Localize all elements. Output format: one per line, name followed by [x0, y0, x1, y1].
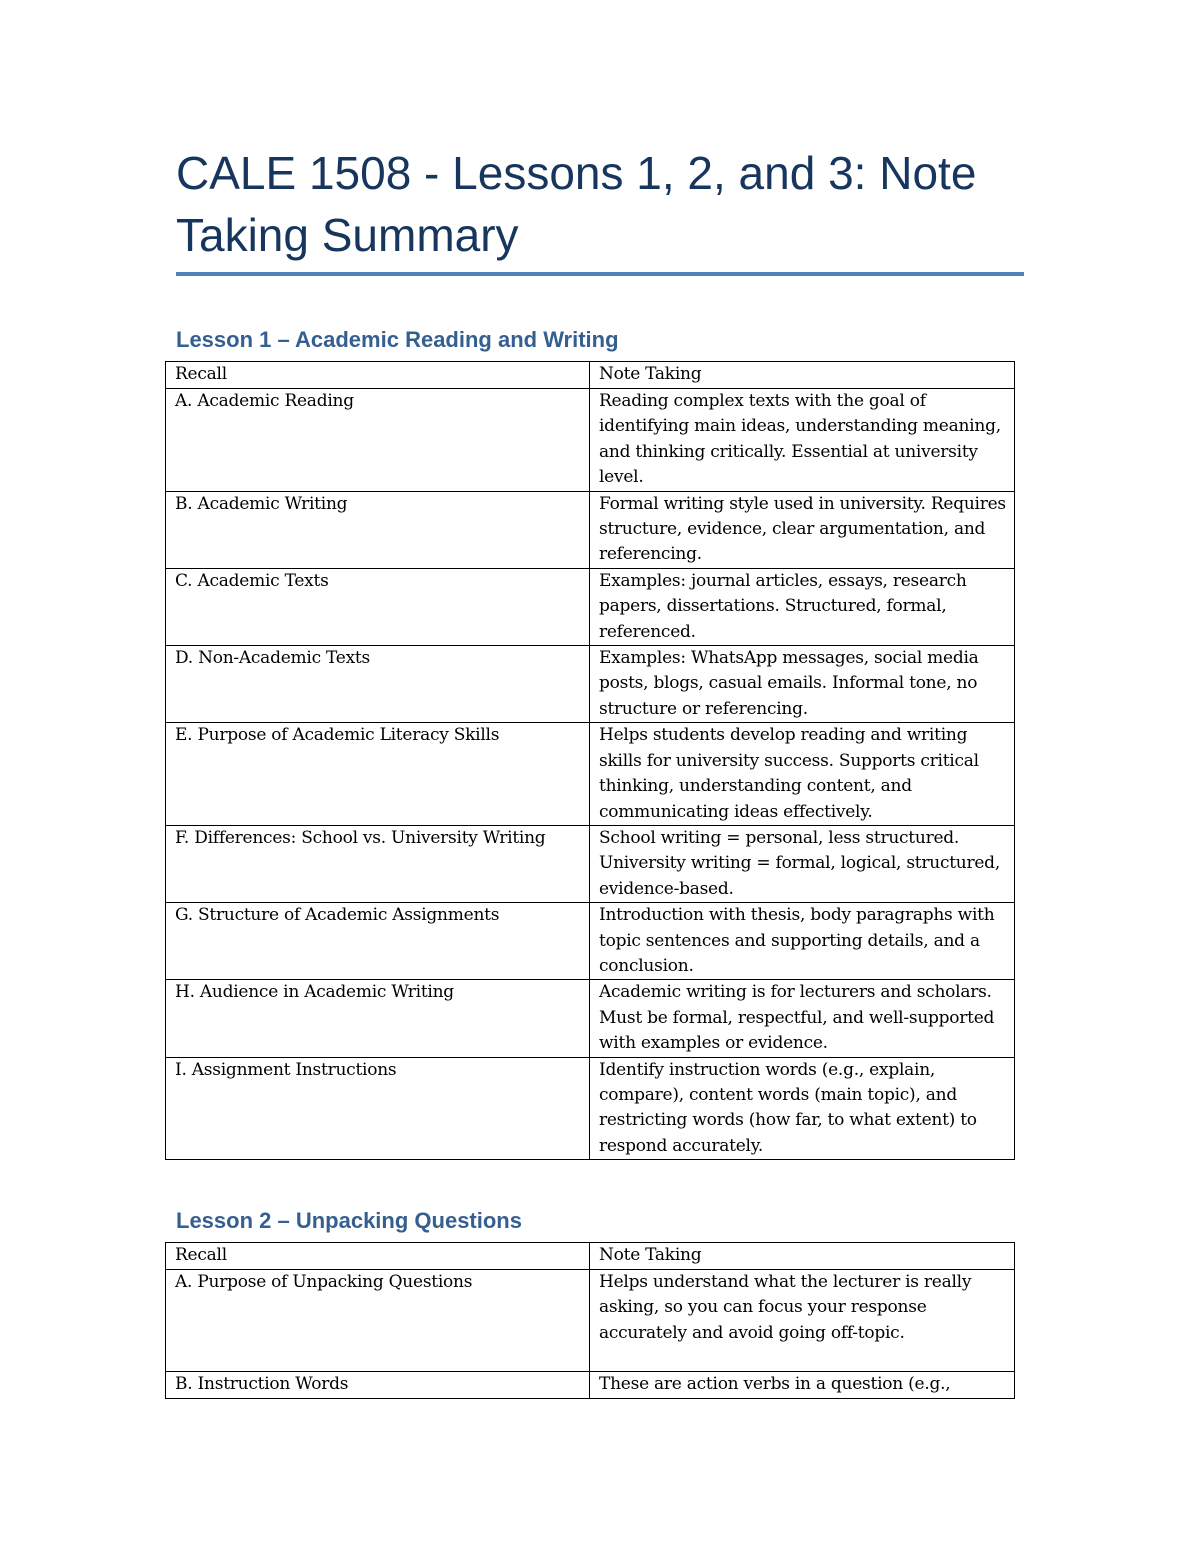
note-cell: Reading complex texts with the goal of identifying main ideas, understanding meaning, and thinking critically. Essential at university level.	[590, 389, 1015, 492]
note-cell: Identify instruction words (e.g., explain, compare), content words (main topic), and restricting words (how far, to what extent) to respond accurately.	[590, 1057, 1015, 1160]
note-cell: Examples: WhatsApp messages, social media posts, blogs, casual emails. Informal tone, no structure or referencing.	[590, 646, 1015, 723]
table-header-row	[166, 1243, 1015, 1270]
column-header-note-taking: Note Taking	[590, 1243, 1015, 1270]
note-cell: Introduction with thesis, body paragraphs with topic sentences and supporting details, and a conclusion.	[590, 903, 1015, 980]
recall-cell: G. Structure of Academic Assignments	[166, 903, 590, 980]
table-row	[166, 1270, 1015, 1372]
note-cell: Examples: journal articles, essays, research papers, dissertations. Structured, formal, referenced.	[590, 568, 1015, 645]
note-cell: Helps students develop reading and writing skills for university success. Supports critical thinking, understanding content, and communicating ideas effectively.	[590, 723, 1015, 826]
table-row	[166, 903, 1015, 980]
table-row	[166, 723, 1015, 826]
lesson-2-table	[165, 1242, 1015, 1399]
table-row	[166, 825, 1015, 902]
recall-cell: E. Purpose of Academic Literacy Skills	[166, 723, 590, 826]
table-row	[166, 389, 1015, 492]
recall-cell: F. Differences: School vs. University Writing	[166, 825, 590, 902]
table-row	[166, 1057, 1015, 1160]
recall-cell: A. Purpose of Unpacking Questions	[166, 1270, 590, 1372]
table-row	[166, 568, 1015, 645]
document-title: CALE 1508 - Lessons 1, 2, and 3: Note Taking Summary	[176, 147, 977, 261]
recall-cell: A. Academic Reading	[166, 389, 590, 492]
note-cell: These are action verbs in a question (e.g.,	[590, 1372, 1015, 1399]
recall-cell: I. Assignment Instructions	[166, 1057, 590, 1160]
table-row	[166, 646, 1015, 723]
column-header-recall: Recall	[166, 362, 590, 389]
note-cell: Academic writing is for lecturers and scholars. Must be formal, respectful, and well-supported with examples or evidence.	[590, 980, 1015, 1057]
table-row	[166, 491, 1015, 568]
table-row	[166, 980, 1015, 1057]
column-header-recall: Recall	[166, 1243, 590, 1270]
recall-cell: B. Instruction Words	[166, 1372, 590, 1399]
lesson-2-heading: Lesson 2 – Unpacking Questions	[176, 1208, 522, 1233]
title-underline	[176, 272, 1024, 276]
recall-cell: B. Academic Writing	[166, 491, 590, 568]
note-cell: School writing = personal, less structured. University writing = formal, logical, structured, evidence-based.	[590, 825, 1015, 902]
lesson-1-heading: Lesson 1 – Academic Reading and Writing	[176, 327, 619, 352]
table-header-row	[166, 362, 1015, 389]
note-cell: Helps understand what the lecturer is really asking, so you can focus your response accurately and avoid going off-topic.	[590, 1270, 1015, 1372]
table-row	[166, 1372, 1015, 1399]
note-cell: Formal writing style used in university. Requires structure, evidence, clear argumentation, and referencing.	[590, 491, 1015, 568]
recall-cell: C. Academic Texts	[166, 568, 590, 645]
lesson-1-table	[165, 361, 1015, 1160]
column-header-note-taking: Note Taking	[590, 362, 1015, 389]
recall-cell: D. Non-Academic Texts	[166, 646, 590, 723]
recall-cell: H. Audience in Academic Writing	[166, 980, 590, 1057]
